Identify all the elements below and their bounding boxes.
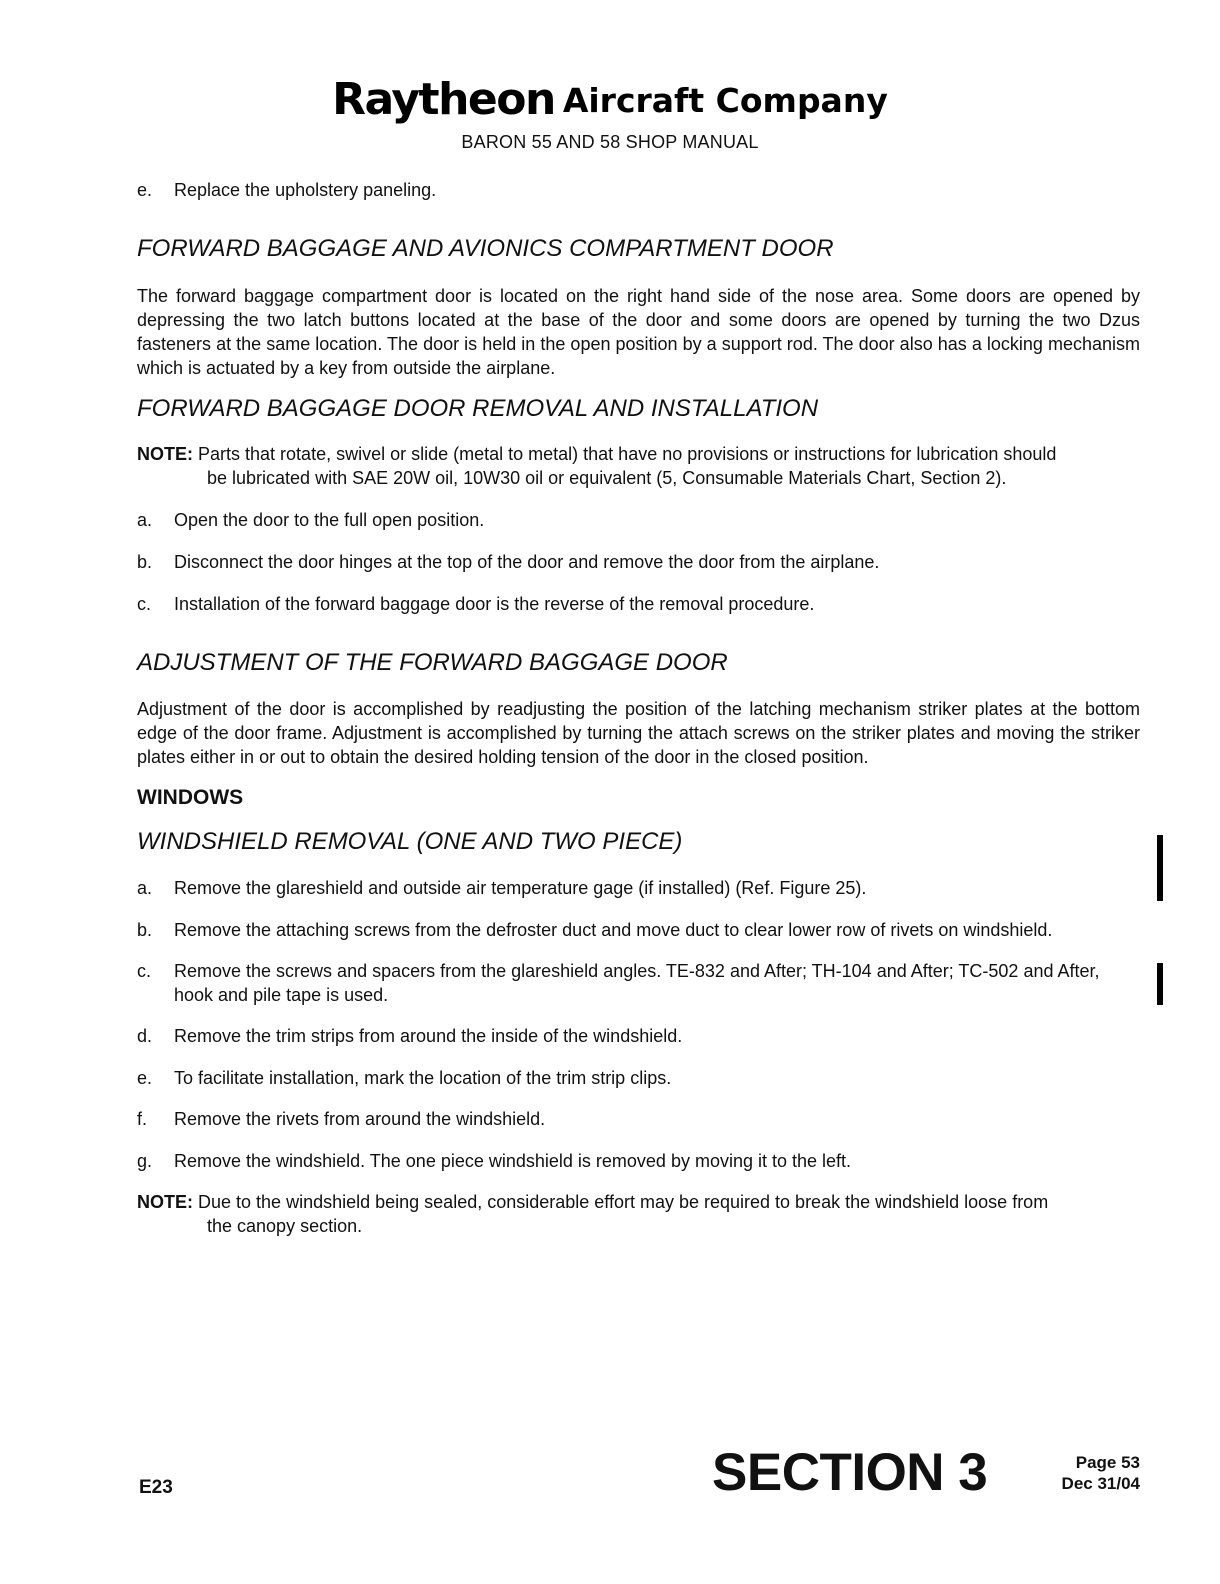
step-label: f. [137, 1109, 148, 1129]
step-text: Remove the screws and spacers from the glareshield angles. TE-832 and After; TH-104 and After; TC-502 and After, hook and pile tape is used. [174, 961, 1100, 1005]
brand-name: Raytheon [332, 74, 555, 125]
list-item [137, 959, 1140, 1007]
step-text: Installation of the forward baggage door is the reverse of the removal procedure. [174, 594, 815, 614]
step-label: b. [137, 552, 153, 572]
heading-windshield-removal: WINDSHIELD REMOVAL (ONE AND TWO PIECE) [137, 828, 683, 855]
list-item [137, 1149, 1140, 1173]
revision-date: Dec 31/04 [1061, 1474, 1140, 1493]
note-windshield-sealed [137, 1190, 1140, 1238]
list-item [137, 1066, 1140, 1090]
step-label: a. [137, 878, 153, 898]
list-item [137, 508, 1140, 532]
step-label: c. [137, 961, 152, 981]
step-text: Remove the attaching screws from the defroster duct and move duct to clear lower row of rivets on windshield. [174, 920, 1053, 940]
step-label: b. [137, 920, 153, 940]
step-label: g. [137, 1151, 153, 1171]
heading-windows: WINDOWS [137, 786, 244, 809]
step-label: a. [137, 510, 153, 530]
step-text: Remove the rivets from around the windshield. [174, 1109, 546, 1129]
list-item [137, 550, 1140, 574]
step-label: e. [137, 1068, 153, 1088]
list-item [137, 1107, 1140, 1131]
list-item [137, 1024, 1140, 1048]
list-item [137, 592, 1140, 616]
heading-fwd-baggage-avionics-door: FORWARD BAGGAGE AND AVIONICS COMPARTMENT DOOR [137, 235, 834, 262]
intro-step [137, 178, 1140, 202]
note-text-line1: Parts that rotate, swivel or slide (metal to metal) that have no provisions or instructions for lubrication should [198, 444, 1057, 464]
step-text: To facilitate installation, mark the location of the trim strip clips. [174, 1068, 672, 1088]
footer-code: E23 [139, 1477, 173, 1498]
step-label: d. [137, 1026, 153, 1046]
step-label: e. [137, 180, 153, 200]
footer-section-title: SECTION 3 [712, 1443, 988, 1502]
note-label: NOTE: [137, 444, 193, 464]
revision-change-bar [1157, 835, 1163, 901]
list-item [137, 876, 1140, 900]
heading-removal-installation: FORWARD BAGGAGE DOOR REMOVAL AND INSTALLATION [137, 395, 819, 422]
step-text: Open the door to the full open position. [174, 510, 485, 530]
page-number: Page 53 [1075, 1453, 1140, 1472]
manual-title: BARON 55 AND 58 SHOP MANUAL [461, 132, 759, 152]
paragraph-fwd-baggage-door: The forward baggage compartment door is located on the right hand side of the nose area. Some doors are opened by depressing the two latch buttons located at the base of the door and some doors are opened by turning the two Dzus fasteners at the same location. The door is held in the open position by a support rod. The door also has a locking mechanism which is actuated by a key from outside the airplane. [137, 286, 1140, 378]
step-text: Replace the upholstery paneling. [174, 180, 437, 200]
step-text: Remove the glareshield and outside air temperature gage (if installed) (Ref. Figure 25). [174, 878, 867, 898]
step-text: Disconnect the door hinges at the top of the door and remove the door from the airplane. [174, 552, 880, 572]
company-logo [0, 74, 1220, 125]
step-label: c. [137, 594, 152, 614]
note-text-line1: Due to the windshield being sealed, considerable effort may be required to break the windshield loose from [198, 1192, 1049, 1212]
list-item [137, 918, 1140, 942]
revision-change-bar [1157, 963, 1163, 1005]
paragraph-adjustment: Adjustment of the door is accomplished by readjusting the position of the latching mechanism striker plates at the bottom edge of the door frame. Adjustment is accomplished by turning the attach screws on the striker plates and moving the striker plates either in or out to obtain the desired holding tension of the door in the closed position. [137, 699, 1140, 767]
heading-adjustment: ADJUSTMENT OF THE FORWARD BAGGAGE DOOR [137, 649, 728, 676]
note-text-line2: the canopy section. [207, 1216, 363, 1236]
footer-page-info [1040, 1452, 1140, 1494]
page-header [0, 76, 1220, 153]
note-lubrication [137, 442, 1140, 490]
step-text: Remove the windshield. The one piece windshield is removed by moving it to the left. [174, 1151, 852, 1171]
company-name: Aircraft Company [562, 81, 888, 120]
note-text-line2: be lubricated with SAE 20W oil, 10W30 oil or equivalent (5, Consumable Materials Chart, Section 2). [207, 468, 1007, 488]
step-text: Remove the trim strips from around the inside of the windshield. [174, 1026, 683, 1046]
note-label: NOTE: [137, 1192, 193, 1212]
